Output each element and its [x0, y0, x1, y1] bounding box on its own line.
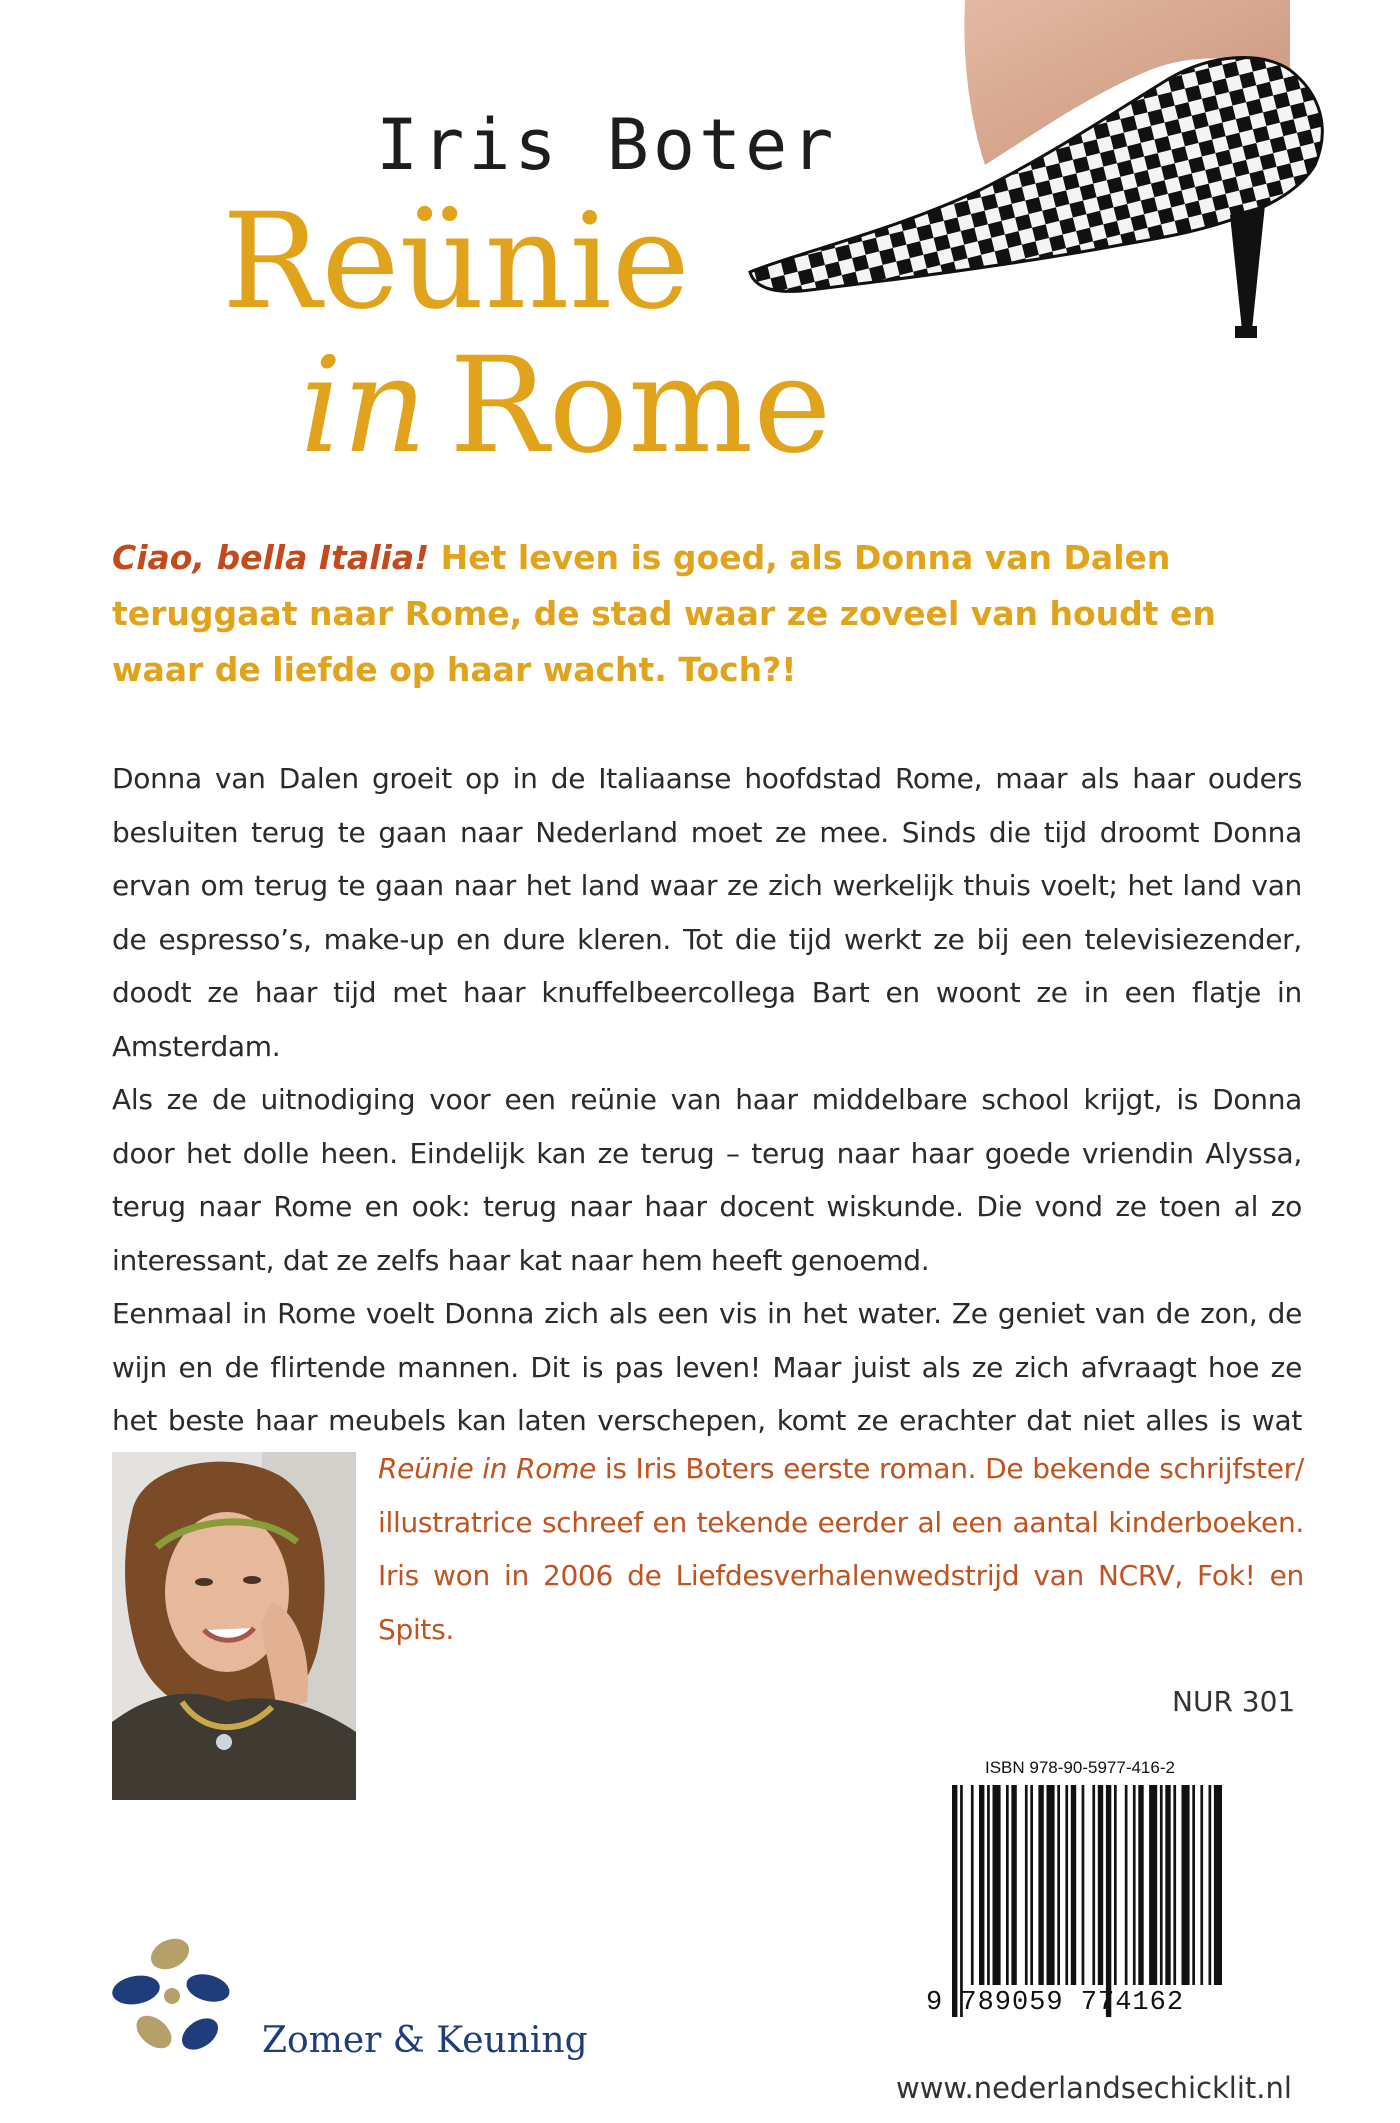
barcode-bar — [1071, 1785, 1076, 1985]
barcode-bar — [1065, 1785, 1068, 1985]
author-name: Iris Boter — [376, 104, 838, 186]
teaser-body: Het leven is goed, als Donna van Dalen teruggaat naar Rome, de stad waar ze zoveel van houdt en waar de liefde op haar wacht. Toch?! — [112, 538, 1216, 689]
barcode-bar — [1165, 1785, 1170, 1985]
barcode-bar — [1106, 1785, 1111, 2017]
barcode-bar — [1114, 1785, 1117, 1985]
teaser-text — [112, 530, 1302, 698]
barcode-bar — [1182, 1785, 1190, 1985]
barcode-bar — [1030, 1785, 1033, 1985]
barcode-bar — [1092, 1785, 1095, 1985]
barcode-bar — [1133, 1785, 1136, 1985]
barcode-bar — [971, 1785, 974, 1985]
barcode-bar — [1160, 1785, 1163, 1985]
author-bio — [378, 1442, 1304, 1656]
checkered-high-heel-shoe-image — [730, 0, 1330, 372]
teaser-highlight: Ciao, bella Italia! — [112, 538, 430, 577]
publisher-name: Zomer & Keuning — [262, 2020, 588, 2061]
barcode-bar — [1025, 1785, 1028, 1985]
bio-book-title: Reünie in Rome — [378, 1452, 596, 1485]
barcode-bar — [987, 1785, 990, 1985]
author-portrait-photo — [112, 1452, 356, 1800]
barcode-bar — [952, 1785, 957, 2017]
blurb-paragraph: Donna van Dalen groeit op in de Italiaanse hoofdstad Rome, maar als haar ouders besluiten terug te gaan naar Nederland moet ze mee. Sinds die tijd droomt Donna ervan om terug te gaan naar het land waar ze zich werkelijk thuis voelt; het land van de espresso’s, make-up en dure kleren. Tot die tijd werkt ze bij een televisiezender, doodt ze haar tijd met haar knuffelbeercollega Bart en woont ze in een flatje in Amsterdam. — [112, 762, 1302, 1063]
barcode-bar — [1209, 1785, 1212, 1985]
barcode-bar — [1214, 1785, 1222, 1985]
blurb-paragraph: Eenmaal in Rome voelt Donna zich als een vis in het water. Ze geniet van de zon, de wijn en de flirtende mannen. Dit is pas leven! Maar juist als ze zich afvraagt hoe ze het beste haar meubels kan laten verschepen, komt ze erachter dat niet alles is wat — [112, 1297, 1302, 1437]
barcode-bar — [1038, 1785, 1043, 1985]
blurb — [112, 752, 1302, 1501]
barcode-bar — [1098, 1785, 1103, 1985]
book-title-line-1: Reünie — [222, 185, 690, 339]
barcode-bar — [1149, 1785, 1157, 1985]
barcode-bar — [1138, 1785, 1143, 1985]
barcode-bar — [1125, 1785, 1128, 1985]
barcode-bar — [1200, 1785, 1203, 1985]
book-title-italic-word: in — [300, 329, 428, 483]
barcode-bar — [1082, 1785, 1085, 1985]
barcode-digits: 9 789059 774162 — [926, 1988, 1185, 2018]
isbn-label: ISBN 978-90-5977-416-2 — [985, 1758, 1175, 1777]
bio-text: is Iris Boters eerste roman. De bekende schrijfster/ illustratrice schreef en tekende eerder al een aantal kinderboeken. Iris won in 2006 de Liefdesverhalenwedstrijd van NCRV, Fok! en Spits. — [378, 1452, 1304, 1646]
publisher-website[interactable]: www.nederlandsechicklit.nl — [896, 2071, 1292, 2105]
barcode-bar — [1057, 1785, 1060, 1985]
barcode-bar — [1011, 1785, 1016, 1985]
blurb-paragraph: Als ze de uitnodiging voor een reünie van haar middelbare school krijgt, is Donna door het dolle heen. Eindelijk kan ze terug – terug naar haar goede vriendin Alyssa, terug naar Rome en ook: terug naar haar docent wiskunde. Die vond ze toen al zo interessant, dat ze zelfs haar kat naar hem heeft genoemd. — [112, 1083, 1302, 1277]
nur-code: NUR 301 — [1172, 1685, 1296, 1718]
barcode-bar — [1192, 1785, 1195, 1985]
barcode-bar — [1173, 1785, 1176, 1985]
barcode-bar — [979, 1785, 984, 1985]
barcode-bar — [1047, 1785, 1055, 1985]
flower-logo-icon — [108, 1930, 240, 2062]
book-title-word-rome: Rome — [449, 329, 832, 483]
barcode-bar — [1006, 1785, 1009, 1985]
barcode-bar — [993, 1785, 1001, 1985]
barcode-bar — [960, 1785, 963, 2017]
